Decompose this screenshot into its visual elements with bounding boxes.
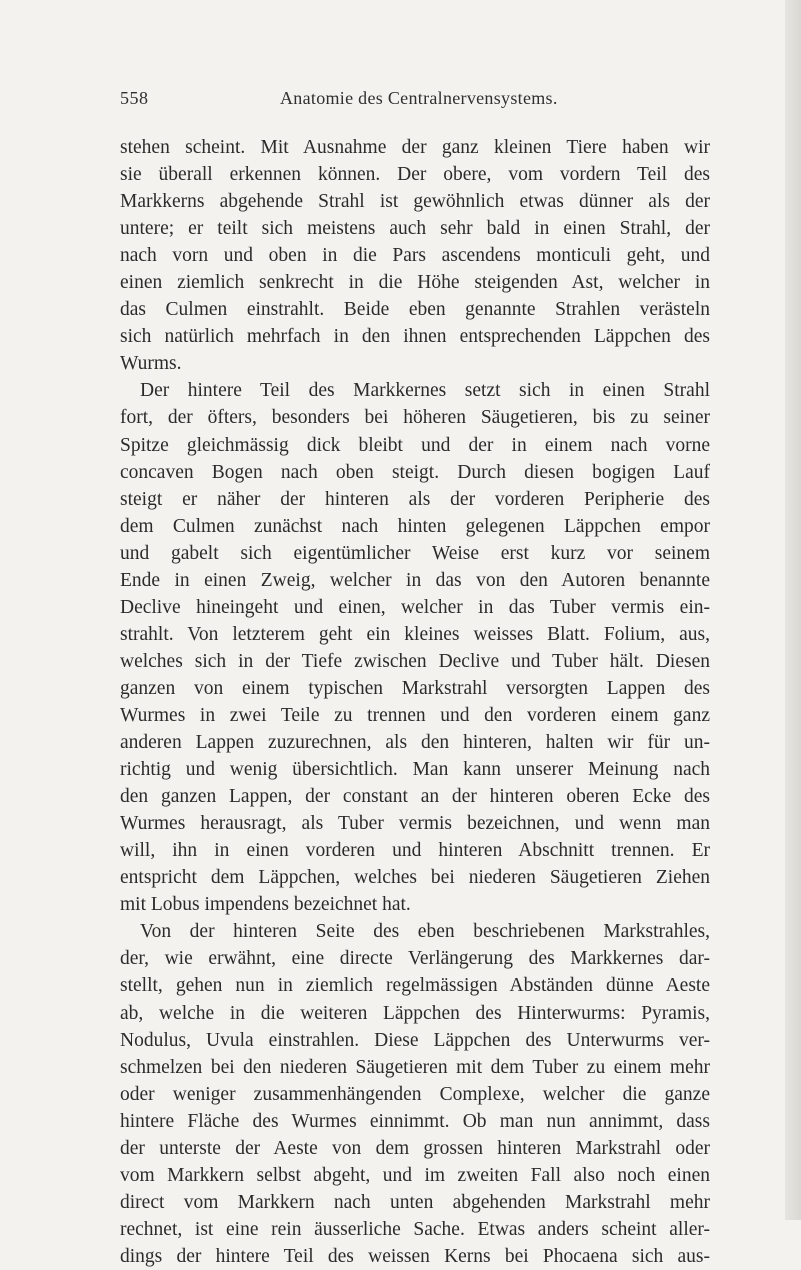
text-line: Nodulus, Uvula einstrahlen. Diese Läppchen des Unterwurms ver-: [120, 1029, 710, 1051]
text-line: stellt, gehen nun in ziemlich regelmässigen Abständen dünne Aeste: [120, 975, 710, 997]
text-line: der, wie erwähnt, eine directe Verlängerung des Markkernes dar-: [120, 948, 710, 970]
text-line: dings der hintere Teil des weissen Kerns bei Phocaena sich aus-: [120, 1245, 710, 1267]
running-title: Anatomie des Centralnervensystems.: [280, 88, 558, 108]
text-line: steigt er näher der hinteren als der vorderen Peripherie des: [120, 488, 710, 510]
text-line: ab, welche in die weiteren Läppchen des Hinterwurms: Pyramis,: [120, 1002, 710, 1024]
text-line: richtig und wenig übersichtlich. Man kann unserer Meinung nach: [120, 759, 710, 781]
text-line: nach vorn und oben in die Pars ascendens monticuli geht, und: [120, 245, 710, 267]
text-line: hintere Fläche des Wurmes einnimmt. Ob man nun annimmt, dass: [120, 1110, 710, 1132]
text-line: strahlt. Von letzterem geht ein kleines weisses Blatt. Folium, aus,: [120, 623, 710, 645]
text-line: sie überall erkennen können. Der obere, vom vordern Teil des: [120, 164, 710, 186]
text-line: den ganzen Lappen, der constant an der hinteren oberen Ecke des: [120, 786, 710, 808]
page-edge: [785, 0, 801, 1220]
text-line: anderen Lappen zuzurechnen, als den hinteren, halten wir für un-: [120, 732, 710, 754]
running-head: [120, 88, 660, 114]
text-line: will, ihn in einen vorderen und hinteren Abschnitt trennen. Er: [120, 840, 710, 862]
page-number: 558: [120, 88, 149, 108]
text-line: ganzen von einem typischen Markstrahl versorgten Lappen des: [120, 677, 710, 699]
text-line: entspricht dem Läppchen, welches bei niederen Säugetieren Ziehen: [120, 867, 710, 889]
text-line: mit Lobus impendens bezeichnet hat.: [120, 894, 411, 916]
text-line: oder weniger zusammenhängenden Complexe, welcher die ganze: [120, 1083, 710, 1105]
text-line: untere; er teilt sich meistens auch sehr bald in einen Strahl, der: [120, 218, 710, 240]
text-line: schmelzen bei den niederen Säugetieren mit dem Tuber zu einem mehr: [120, 1056, 710, 1078]
text-line: welches sich in der Tiefe zwischen Declive und Tuber hält. Diesen: [120, 650, 710, 672]
text-line: direct vom Markkern nach unten abgehenden Markstrahl mehr: [120, 1191, 710, 1213]
text-line: und gabelt sich eigentümlicher Weise erst kurz vor seinem: [120, 542, 710, 564]
text-line: Der hintere Teil des Markkernes setzt sich in einen Strahl: [140, 380, 710, 402]
text-line: Von der hinteren Seite des eben beschriebenen Markstrahles,: [140, 921, 710, 943]
text-line: Wurmes in zwei Teile zu trennen und den vorderen einem ganz: [120, 704, 710, 726]
text-line: stehen scheint. Mit Ausnahme der ganz kleinen Tiere haben wir: [120, 137, 710, 158]
text-line: vom Markkern selbst abgeht, und im zweiten Fall also noch einen: [120, 1164, 710, 1186]
text-line: das Culmen einstrahlt. Beide eben genannte Strahlen verästeln: [120, 299, 710, 321]
text-line: Markkerns abgehende Strahl ist gewöhnlich etwas dünner als der: [120, 191, 710, 213]
text-line: der unterste der Aeste von dem grossen hinteren Markstrahl oder: [120, 1137, 710, 1159]
text-line: fort, der öfters, besonders bei höheren Säugetieren, bis zu seiner: [120, 407, 710, 429]
text-line: dem Culmen zunächst nach hinten gelegenen Läppchen empor: [120, 515, 710, 537]
text-line: Wurms.: [120, 353, 182, 375]
body-text: [120, 134, 710, 1270]
text-line: Wurmes herausragt, als Tuber vermis bezeichnen, und wenn man: [120, 813, 710, 835]
text-line: rechnet, ist eine rein äusserliche Sache. Etwas anders scheint aller-: [120, 1218, 710, 1240]
text-line: Declive hineingeht und einen, welcher in das Tuber vermis ein-: [120, 596, 710, 618]
text-line: Ende in einen Zweig, welcher in das von den Autoren benannte: [120, 569, 710, 591]
text-line: Spitze gleichmässig dick bleibt und der in einem nach vorne: [120, 434, 710, 456]
text-line: concaven Bogen nach oben steigt. Durch diesen bogigen Lauf: [120, 461, 710, 483]
text-line: sich natürlich mehrfach in den ihnen entsprechenden Läppchen des: [120, 326, 710, 348]
text-line: einen ziemlich senkrecht in die Höhe steigenden Ast, welcher in: [120, 272, 710, 294]
